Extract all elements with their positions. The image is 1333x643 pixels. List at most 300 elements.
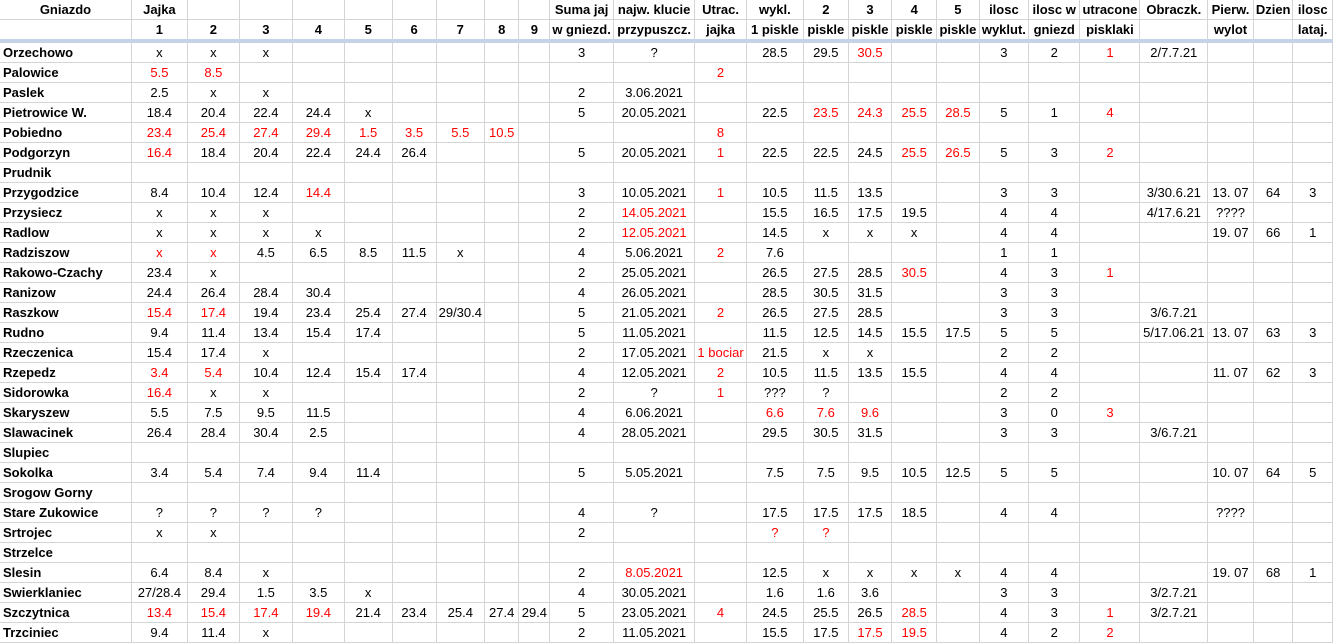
header-cell-jajka-9[interactable]: 9 [519, 20, 550, 42]
cell-jajka-1[interactable]: x [131, 41, 187, 63]
cell-utrac-jajka[interactable] [695, 443, 746, 463]
cell-ilosc-wyklut[interactable]: 3 [979, 423, 1028, 443]
cell-obraczk[interactable] [1140, 143, 1208, 163]
cell-jajka-9[interactable] [519, 183, 550, 203]
cell-piskle-2[interactable] [804, 243, 849, 263]
cell-jajka-2[interactable]: 11.4 [187, 323, 239, 343]
cell-jajka-5[interactable] [344, 343, 392, 363]
cell-pierw-wylot[interactable] [1208, 383, 1254, 403]
cell-dzien[interactable] [1253, 123, 1293, 143]
header-cell-utrac-jajka[interactable]: Utrac. [695, 0, 746, 20]
cell-piskle-3[interactable]: 9.5 [848, 463, 892, 483]
cell-jajka-2[interactable]: 20.4 [187, 103, 239, 123]
header-cell-najw-klucie[interactable]: najw. klucie [613, 0, 695, 20]
header-cell-jajka-1[interactable]: Jajka [131, 0, 187, 20]
cell-jajka-2[interactable]: x [187, 383, 239, 403]
cell-jajka-6[interactable] [392, 443, 436, 463]
cell-suma-jaj[interactable]: 5 [550, 143, 614, 163]
cell-jajka-2[interactable]: x [187, 223, 239, 243]
header-cell-jajka-8[interactable] [484, 0, 518, 20]
cell-ilosc-lataj[interactable] [1293, 483, 1333, 503]
cell-jajka-8[interactable]: 10.5 [484, 123, 518, 143]
cell-jajka-8[interactable] [484, 563, 518, 583]
cell-jajka-4[interactable] [292, 543, 344, 563]
cell-piskle-5[interactable] [936, 283, 979, 303]
header-cell-ilosc-w-gniezd[interactable]: ilosc w [1028, 0, 1080, 20]
cell-piskle-5[interactable]: 17.5 [936, 323, 979, 343]
cell-ilosc-w-gniezd[interactable]: 4 [1028, 503, 1080, 523]
cell-jajka-8[interactable] [484, 383, 518, 403]
cell-ilosc-wyklut[interactable]: 1 [979, 243, 1028, 263]
cell-piskle-4[interactable] [892, 41, 937, 63]
header-cell-piskle-3[interactable]: 3 [848, 0, 892, 20]
cell-ilosc-wyklut[interactable] [979, 123, 1028, 143]
cell-jajka-9[interactable] [519, 223, 550, 243]
cell-ilosc-lataj[interactable] [1293, 603, 1333, 623]
header-cell-jajka-1[interactable]: 1 [131, 20, 187, 42]
cell-utracone-pisklaki[interactable] [1080, 383, 1140, 403]
header-cell-jajka-3[interactable] [239, 0, 292, 20]
cell-jajka-5[interactable] [344, 223, 392, 243]
cell-piskle-3[interactable]: x [848, 223, 892, 243]
cell-utrac-jajka[interactable] [695, 83, 746, 103]
cell-ilosc-wyklut[interactable]: 3 [979, 283, 1028, 303]
cell-dzien[interactable] [1253, 263, 1293, 283]
cell-jajka-9[interactable] [519, 303, 550, 323]
cell-jajka-2[interactable]: 28.4 [187, 423, 239, 443]
cell-piskle-4[interactable] [892, 303, 937, 323]
cell-ilosc-lataj[interactable] [1293, 203, 1333, 223]
cell-dzien[interactable] [1253, 603, 1293, 623]
nest-name-cell[interactable]: Rzepedz [0, 363, 131, 383]
cell-ilosc-w-gniezd[interactable]: 3 [1028, 583, 1080, 603]
cell-jajka-4[interactable] [292, 623, 344, 643]
cell-jajka-1[interactable]: x [131, 203, 187, 223]
cell-jajka-5[interactable]: 17.4 [344, 323, 392, 343]
cell-jajka-6[interactable]: 26.4 [392, 143, 436, 163]
cell-obraczk[interactable] [1140, 383, 1208, 403]
cell-utracone-pisklaki[interactable] [1080, 243, 1140, 263]
cell-jajka-6[interactable] [392, 83, 436, 103]
cell-jajka-9[interactable] [519, 423, 550, 443]
cell-piskle-5[interactable] [936, 603, 979, 623]
header-cell-piskle-3[interactable]: piskle [848, 20, 892, 42]
cell-jajka-3[interactable] [239, 163, 292, 183]
cell-jajka-6[interactable] [392, 483, 436, 503]
cell-dzien[interactable] [1253, 283, 1293, 303]
cell-ilosc-wyklut[interactable]: 4 [979, 223, 1028, 243]
cell-obraczk[interactable]: 3/30.6.21 [1140, 183, 1208, 203]
cell-jajka-6[interactable] [392, 543, 436, 563]
cell-jajka-4[interactable]: x [292, 223, 344, 243]
cell-utrac-jajka[interactable] [695, 223, 746, 243]
cell-piskle-3[interactable]: 14.5 [848, 323, 892, 343]
cell-ilosc-lataj[interactable]: 1 [1293, 223, 1333, 243]
cell-jajka-5[interactable] [344, 63, 392, 83]
cell-jajka-5[interactable] [344, 423, 392, 443]
cell-jajka-1[interactable]: x [131, 243, 187, 263]
cell-piskle-4[interactable]: 28.5 [892, 603, 937, 623]
cell-ilosc-w-gniezd[interactable]: 2 [1028, 383, 1080, 403]
cell-wykl-1[interactable]: 26.5 [746, 263, 803, 283]
cell-pierw-wylot[interactable] [1208, 41, 1254, 63]
cell-piskle-2[interactable] [804, 443, 849, 463]
cell-jajka-4[interactable] [292, 63, 344, 83]
cell-piskle-4[interactable]: 25.5 [892, 103, 937, 123]
header-cell-piskle-4[interactable]: 4 [892, 0, 937, 20]
cell-dzien[interactable]: 64 [1253, 463, 1293, 483]
cell-najw-klucie[interactable] [613, 483, 695, 503]
cell-piskle-4[interactable] [892, 543, 937, 563]
cell-piskle-3[interactable] [848, 163, 892, 183]
cell-najw-klucie[interactable] [613, 543, 695, 563]
cell-jajka-1[interactable] [131, 543, 187, 563]
header-cell-jajka-5[interactable] [344, 0, 392, 20]
cell-piskle-2[interactable] [804, 63, 849, 83]
cell-obraczk[interactable] [1140, 503, 1208, 523]
cell-jajka-5[interactable] [344, 383, 392, 403]
cell-jajka-5[interactable]: x [344, 583, 392, 603]
cell-piskle-2[interactable]: 11.5 [804, 183, 849, 203]
cell-dzien[interactable] [1253, 403, 1293, 423]
cell-pierw-wylot[interactable] [1208, 583, 1254, 603]
cell-dzien[interactable] [1253, 483, 1293, 503]
cell-ilosc-lataj[interactable] [1293, 623, 1333, 643]
cell-piskle-5[interactable] [936, 483, 979, 503]
cell-piskle-4[interactable] [892, 83, 937, 103]
cell-piskle-2[interactable]: 23.5 [804, 103, 849, 123]
cell-piskle-2[interactable]: 1.6 [804, 583, 849, 603]
cell-suma-jaj[interactable] [550, 543, 614, 563]
cell-jajka-7[interactable] [436, 343, 484, 363]
cell-jajka-9[interactable] [519, 203, 550, 223]
cell-dzien[interactable]: 64 [1253, 183, 1293, 203]
cell-jajka-8[interactable] [484, 83, 518, 103]
cell-obraczk[interactable] [1140, 63, 1208, 83]
header-cell-jajka-9[interactable] [519, 0, 550, 20]
cell-dzien[interactable] [1253, 203, 1293, 223]
cell-piskle-5[interactable] [936, 503, 979, 523]
cell-jajka-7[interactable] [436, 103, 484, 123]
cell-jajka-9[interactable] [519, 543, 550, 563]
cell-jajka-6[interactable] [392, 103, 436, 123]
cell-najw-klucie[interactable] [613, 63, 695, 83]
cell-piskle-4[interactable]: 19.5 [892, 623, 937, 643]
cell-ilosc-w-gniezd[interactable]: 1 [1028, 243, 1080, 263]
cell-piskle-5[interactable] [936, 343, 979, 363]
header-cell-jajka-4[interactable] [292, 0, 344, 20]
cell-ilosc-lataj[interactable] [1293, 443, 1333, 463]
cell-jajka-3[interactable]: 22.4 [239, 103, 292, 123]
cell-dzien[interactable] [1253, 383, 1293, 403]
header-cell-piskle-4[interactable]: piskle [892, 20, 937, 42]
cell-jajka-3[interactable]: x [239, 83, 292, 103]
cell-jajka-2[interactable] [187, 543, 239, 563]
nest-name-cell[interactable]: Ranizow [0, 283, 131, 303]
cell-jajka-3[interactable]: x [239, 203, 292, 223]
cell-utracone-pisklaki[interactable] [1080, 123, 1140, 143]
cell-wykl-1[interactable]: 17.5 [746, 503, 803, 523]
cell-ilosc-lataj[interactable] [1293, 303, 1333, 323]
cell-ilosc-wyklut[interactable] [979, 443, 1028, 463]
cell-obraczk[interactable] [1140, 83, 1208, 103]
cell-utracone-pisklaki[interactable] [1080, 423, 1140, 443]
header-cell-ilosc-w-gniezd[interactable]: gniezd [1028, 20, 1080, 42]
cell-piskle-3[interactable]: x [848, 563, 892, 583]
cell-najw-klucie[interactable]: 11.05.2021 [613, 323, 695, 343]
cell-utracone-pisklaki[interactable]: 1 [1080, 263, 1140, 283]
cell-wykl-1[interactable]: ? [746, 523, 803, 543]
cell-jajka-4[interactable] [292, 343, 344, 363]
cell-jajka-4[interactable] [292, 563, 344, 583]
cell-jajka-2[interactable]: 26.4 [187, 283, 239, 303]
nest-name-cell[interactable]: Raszkow [0, 303, 131, 323]
cell-utrac-jajka[interactable] [695, 483, 746, 503]
cell-jajka-1[interactable]: 16.4 [131, 383, 187, 403]
cell-utrac-jajka[interactable]: 1 bociar [695, 343, 746, 363]
cell-jajka-4[interactable]: 24.4 [292, 103, 344, 123]
cell-utracone-pisklaki[interactable] [1080, 523, 1140, 543]
cell-obraczk[interactable] [1140, 223, 1208, 243]
cell-ilosc-wyklut[interactable] [979, 543, 1028, 563]
cell-ilosc-lataj[interactable]: 3 [1293, 183, 1333, 203]
cell-utrac-jajka[interactable] [695, 263, 746, 283]
cell-jajka-4[interactable] [292, 483, 344, 503]
cell-najw-klucie[interactable]: 5.05.2021 [613, 463, 695, 483]
header-cell-obraczk[interactable]: Obraczk. [1140, 0, 1208, 20]
cell-jajka-3[interactable]: 10.4 [239, 363, 292, 383]
cell-ilosc-w-gniezd[interactable]: 4 [1028, 203, 1080, 223]
cell-jajka-6[interactable] [392, 343, 436, 363]
cell-pierw-wylot[interactable] [1208, 543, 1254, 563]
cell-pierw-wylot[interactable]: 13. 07 [1208, 323, 1254, 343]
cell-pierw-wylot[interactable]: 10. 07 [1208, 463, 1254, 483]
header-cell-jajka-8[interactable]: 8 [484, 20, 518, 42]
cell-ilosc-wyklut[interactable]: 3 [979, 183, 1028, 203]
cell-najw-klucie[interactable]: 12.05.2021 [613, 223, 695, 243]
cell-ilosc-lataj[interactable] [1293, 343, 1333, 363]
cell-dzien[interactable] [1253, 63, 1293, 83]
cell-dzien[interactable]: 62 [1253, 363, 1293, 383]
header-cell-piskle-2[interactable]: piskle [804, 20, 849, 42]
cell-suma-jaj[interactable]: 5 [550, 323, 614, 343]
header-cell-wykl-1[interactable]: wykl. [746, 0, 803, 20]
cell-najw-klucie[interactable]: ? [613, 41, 695, 63]
cell-ilosc-wyklut[interactable]: 5 [979, 463, 1028, 483]
cell-piskle-2[interactable]: 25.5 [804, 603, 849, 623]
header-cell-jajka-6[interactable]: 6 [392, 20, 436, 42]
cell-suma-jaj[interactable]: 2 [550, 83, 614, 103]
cell-wykl-1[interactable]: 10.5 [746, 363, 803, 383]
cell-utracone-pisklaki[interactable] [1080, 443, 1140, 463]
cell-jajka-4[interactable] [292, 83, 344, 103]
cell-piskle-4[interactable]: x [892, 223, 937, 243]
cell-jajka-1[interactable]: ? [131, 503, 187, 523]
cell-jajka-9[interactable] [519, 323, 550, 343]
cell-jajka-4[interactable]: 3.5 [292, 583, 344, 603]
cell-jajka-8[interactable]: 27.4 [484, 603, 518, 623]
cell-jajka-4[interactable]: 29.4 [292, 123, 344, 143]
cell-wykl-1[interactable] [746, 483, 803, 503]
header-cell-gniazdo[interactable] [0, 20, 131, 42]
cell-jajka-6[interactable] [392, 403, 436, 423]
cell-suma-jaj[interactable]: 4 [550, 283, 614, 303]
cell-ilosc-wyklut[interactable]: 4 [979, 563, 1028, 583]
nest-name-cell[interactable]: Orzechowo [0, 41, 131, 63]
cell-ilosc-w-gniezd[interactable]: 3 [1028, 603, 1080, 623]
cell-pierw-wylot[interactable]: ???? [1208, 203, 1254, 223]
cell-utracone-pisklaki[interactable]: 1 [1080, 41, 1140, 63]
cell-najw-klucie[interactable]: ? [613, 503, 695, 523]
cell-piskle-3[interactable] [848, 483, 892, 503]
cell-piskle-5[interactable] [936, 383, 979, 403]
cell-obraczk[interactable] [1140, 403, 1208, 423]
cell-piskle-2[interactable] [804, 543, 849, 563]
cell-ilosc-wyklut[interactable]: 3 [979, 583, 1028, 603]
cell-jajka-5[interactable] [344, 41, 392, 63]
cell-jajka-8[interactable] [484, 403, 518, 423]
cell-jajka-2[interactable] [187, 483, 239, 503]
cell-utrac-jajka[interactable] [695, 523, 746, 543]
cell-jajka-9[interactable] [519, 483, 550, 503]
cell-ilosc-lataj[interactable] [1293, 423, 1333, 443]
cell-jajka-1[interactable]: 9.4 [131, 323, 187, 343]
nest-name-cell[interactable]: Sidorowka [0, 383, 131, 403]
cell-suma-jaj[interactable] [550, 63, 614, 83]
cell-jajka-8[interactable] [484, 223, 518, 243]
nest-name-cell[interactable]: Rudno [0, 323, 131, 343]
cell-jajka-1[interactable] [131, 443, 187, 463]
cell-utracone-pisklaki[interactable] [1080, 283, 1140, 303]
cell-jajka-5[interactable] [344, 543, 392, 563]
cell-jajka-7[interactable] [436, 143, 484, 163]
nest-name-cell[interactable]: Szczytnica [0, 603, 131, 623]
cell-jajka-5[interactable] [344, 283, 392, 303]
cell-wykl-1[interactable]: 22.5 [746, 103, 803, 123]
cell-jajka-3[interactable]: 19.4 [239, 303, 292, 323]
cell-jajka-2[interactable]: 5.4 [187, 363, 239, 383]
cell-utrac-jajka[interactable] [695, 323, 746, 343]
cell-jajka-9[interactable] [519, 623, 550, 643]
header-cell-jajka-7[interactable]: 7 [436, 20, 484, 42]
cell-ilosc-lataj[interactable]: 3 [1293, 363, 1333, 383]
cell-utracone-pisklaki[interactable] [1080, 583, 1140, 603]
cell-jajka-1[interactable]: 8.4 [131, 183, 187, 203]
cell-jajka-3[interactable]: x [239, 623, 292, 643]
cell-piskle-5[interactable] [936, 243, 979, 263]
cell-jajka-3[interactable]: 7.4 [239, 463, 292, 483]
cell-utrac-jajka[interactable] [695, 163, 746, 183]
cell-jajka-6[interactable] [392, 41, 436, 63]
cell-jajka-5[interactable]: 1.5 [344, 123, 392, 143]
cell-najw-klucie[interactable]: ? [613, 383, 695, 403]
cell-suma-jaj[interactable]: 2 [550, 523, 614, 543]
header-cell-jajka-7[interactable] [436, 0, 484, 20]
cell-piskle-5[interactable] [936, 623, 979, 643]
cell-utrac-jajka[interactable]: 8 [695, 123, 746, 143]
header-cell-piskle-2[interactable]: 2 [804, 0, 849, 20]
cell-jajka-8[interactable] [484, 203, 518, 223]
cell-piskle-3[interactable] [848, 83, 892, 103]
cell-jajka-8[interactable] [484, 363, 518, 383]
header-cell-ilosc-wyklut[interactable]: wyklut. [979, 20, 1028, 42]
cell-jajka-9[interactable] [519, 463, 550, 483]
cell-jajka-8[interactable] [484, 103, 518, 123]
cell-ilosc-lataj[interactable] [1293, 63, 1333, 83]
cell-piskle-5[interactable] [936, 443, 979, 463]
cell-jajka-6[interactable] [392, 383, 436, 403]
cell-piskle-4[interactable] [892, 63, 937, 83]
cell-jajka-7[interactable] [436, 223, 484, 243]
cell-ilosc-lataj[interactable] [1293, 283, 1333, 303]
cell-jajka-5[interactable] [344, 623, 392, 643]
cell-obraczk[interactable] [1140, 243, 1208, 263]
cell-jajka-2[interactable]: 10.4 [187, 183, 239, 203]
cell-utracone-pisklaki[interactable]: 2 [1080, 623, 1140, 643]
cell-jajka-2[interactable]: 25.4 [187, 123, 239, 143]
cell-jajka-3[interactable] [239, 483, 292, 503]
cell-jajka-7[interactable] [436, 543, 484, 563]
cell-piskle-4[interactable] [892, 163, 937, 183]
cell-jajka-3[interactable]: ? [239, 503, 292, 523]
cell-ilosc-lataj[interactable] [1293, 583, 1333, 603]
cell-jajka-6[interactable] [392, 203, 436, 223]
header-cell-jajka-3[interactable]: 3 [239, 20, 292, 42]
cell-ilosc-lataj[interactable] [1293, 41, 1333, 63]
cell-ilosc-w-gniezd[interactable] [1028, 163, 1080, 183]
cell-utrac-jajka[interactable] [695, 103, 746, 123]
cell-utracone-pisklaki[interactable]: 3 [1080, 403, 1140, 423]
cell-ilosc-w-gniezd[interactable] [1028, 123, 1080, 143]
cell-jajka-5[interactable]: 8.5 [344, 243, 392, 263]
cell-ilosc-wyklut[interactable]: 5 [979, 323, 1028, 343]
cell-piskle-5[interactable] [936, 223, 979, 243]
cell-suma-jaj[interactable]: 5 [550, 103, 614, 123]
nest-name-cell[interactable]: Srtrojec [0, 523, 131, 543]
cell-jajka-7[interactable] [436, 563, 484, 583]
cell-ilosc-wyklut[interactable] [979, 523, 1028, 543]
cell-jajka-1[interactable]: 23.4 [131, 263, 187, 283]
cell-suma-jaj[interactable] [550, 123, 614, 143]
cell-najw-klucie[interactable] [613, 123, 695, 143]
cell-jajka-3[interactable]: x [239, 563, 292, 583]
cell-obraczk[interactable] [1140, 623, 1208, 643]
cell-utrac-jajka[interactable] [695, 423, 746, 443]
cell-piskle-4[interactable]: 25.5 [892, 143, 937, 163]
cell-ilosc-lataj[interactable] [1293, 123, 1333, 143]
cell-jajka-1[interactable] [131, 163, 187, 183]
cell-obraczk[interactable] [1140, 463, 1208, 483]
cell-suma-jaj[interactable]: 4 [550, 423, 614, 443]
cell-jajka-7[interactable] [436, 403, 484, 423]
cell-ilosc-w-gniezd[interactable] [1028, 443, 1080, 463]
cell-wykl-1[interactable]: 6.6 [746, 403, 803, 423]
cell-wykl-1[interactable]: 21.5 [746, 343, 803, 363]
cell-suma-jaj[interactable]: 2 [550, 383, 614, 403]
cell-utracone-pisklaki[interactable] [1080, 223, 1140, 243]
nest-name-cell[interactable]: Radziszow [0, 243, 131, 263]
cell-piskle-3[interactable] [848, 543, 892, 563]
cell-wykl-1[interactable]: 28.5 [746, 283, 803, 303]
cell-ilosc-w-gniezd[interactable]: 3 [1028, 283, 1080, 303]
header-cell-najw-klucie[interactable]: przypuszcz. [613, 20, 695, 42]
cell-piskle-2[interactable]: 17.5 [804, 503, 849, 523]
cell-obraczk[interactable]: 5/17.06.21 [1140, 323, 1208, 343]
cell-utrac-jajka[interactable] [695, 623, 746, 643]
cell-jajka-5[interactable]: 21.4 [344, 603, 392, 623]
cell-wykl-1[interactable]: 22.5 [746, 143, 803, 163]
cell-jajka-5[interactable] [344, 523, 392, 543]
